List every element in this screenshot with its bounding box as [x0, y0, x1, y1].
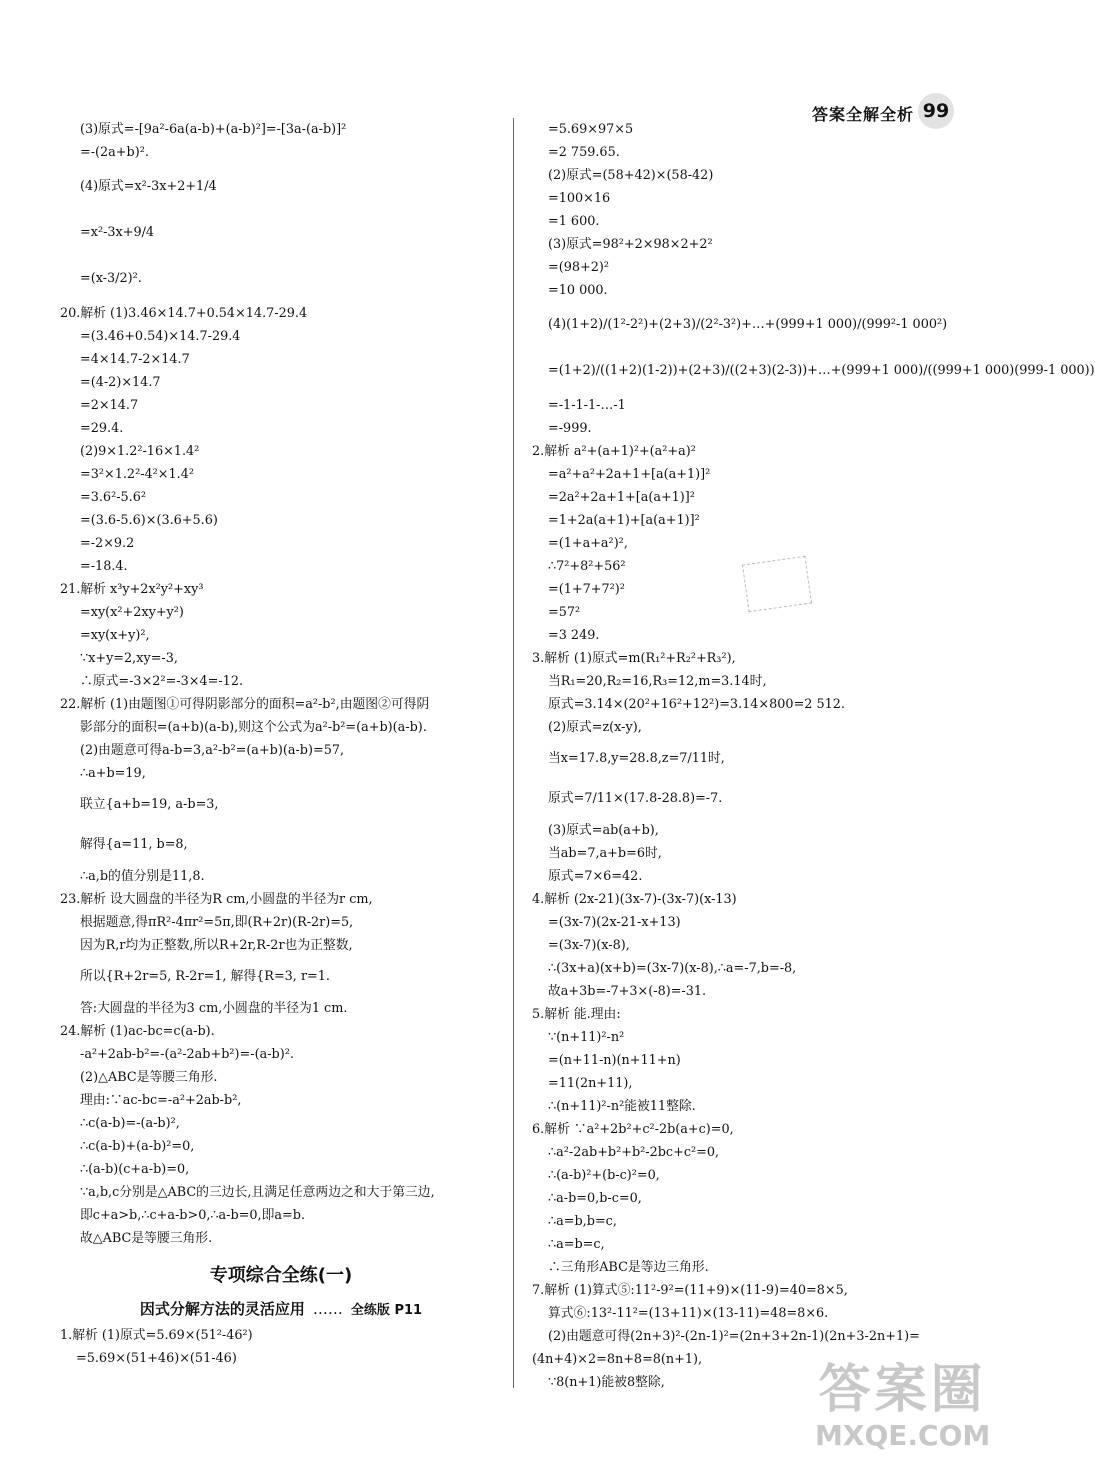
- text-line: =(1+a+a²)²,: [548, 536, 628, 551]
- text-line: 根据题意,得πR²-4πr²=5π,即(R+2r)(R-2r)=5,: [80, 915, 354, 930]
- text-line: 即c+a>b,∴c+a-b>0,∴a-b=0,即a=b.: [80, 1208, 306, 1223]
- text-line: 原式=7/11×(17.8-28.8)=-7.: [548, 791, 723, 806]
- text-line: 24.解析 (1)ac-bc=c(a-b).: [60, 1024, 215, 1039]
- text-line: 23.解析 设大圆盘的半径为R cm,小圆盘的半径为r cm,: [60, 892, 373, 907]
- text-line: =(n+11-n)(n+11+n): [548, 1053, 681, 1068]
- text-line: ∴(n+11)²-n²能被11整除.: [548, 1099, 696, 1114]
- watermark-url: MXQE.COM: [815, 1419, 991, 1452]
- text-line: (2)由题意可得(2n+3)²-(2n-1)²=(2n+3+2n-1)(2n+3-2n+1)=: [548, 1329, 920, 1344]
- text-line: 理由:∵ac-bc=-a²+2ab-b²,: [80, 1093, 242, 1108]
- text-line: ∵(n+11)²-n²: [548, 1030, 625, 1045]
- text-line: 解得{a=11, b=8,: [80, 837, 188, 852]
- text-line: ∴三角形ABC是等边三角形.: [548, 1260, 709, 1275]
- text-line: (3)原式=-[9a²-6a(a-b)+(a-b)²]=-[3a-(a-b)]²: [80, 122, 347, 137]
- text-line: ∴(a-b)(c+a-b)=0,: [80, 1162, 190, 1177]
- text-line: =(3x-7)(2x-21-x+13): [548, 915, 681, 930]
- text-line: 20.解析 (1)3.46×14.7+0.54×14.7-29.4: [60, 306, 308, 321]
- column-divider: [513, 118, 514, 1388]
- text-line: (2)由题意可得a-b=3,a²-b²=(a+b)(a-b)=57,: [80, 743, 345, 758]
- text-line: =57²: [548, 605, 581, 620]
- text-line: =29.4.: [80, 421, 124, 436]
- text-line: =10 000.: [548, 283, 608, 298]
- text-line: (4)原式=x²-3x+2+1/4: [80, 179, 217, 194]
- text-line: ∴原式=-3×2²=-3×4=-12.: [80, 674, 244, 689]
- text-line: ∵a,b,c分别是△ABC的三边长,且满足任意两边之和大于第三边,: [80, 1185, 435, 1200]
- text-line: ∴(3x+a)(x+b)=(3x-7)(x-8),∴a=-7,b=-8,: [548, 961, 797, 976]
- text-line: =2 759.65.: [548, 145, 620, 160]
- page-number: 99: [918, 93, 954, 129]
- text-line: =xy(x+y)²,: [80, 628, 150, 643]
- text-line: =xy(x²+2xy+y²): [80, 605, 184, 620]
- text-line: ∴c(a-b)+(a-b)²=0,: [80, 1139, 195, 1154]
- text-line: =-1-1-1-…-1: [548, 398, 626, 413]
- text-line: 故a+3b=-7+3×(-8)=-31.: [548, 984, 707, 999]
- text-line: =5.69×97×5: [548, 122, 634, 137]
- text-line: (2)原式=z(x-y),: [548, 720, 642, 735]
- text-line: =3²×1.2²-4²×1.4²: [80, 467, 194, 482]
- text-line: =a²+a²+2a+1+[a(a+1)]²: [548, 467, 711, 482]
- text-line: (2)△ABC是等腰三角形.: [80, 1070, 218, 1085]
- text-line: 联立{a+b=19, a-b=3,: [80, 797, 219, 812]
- text-line: 故△ABC是等腰三角形.: [80, 1231, 213, 1246]
- text-line: 答:大圆盘的半径为3 cm,小圆盘的半径为1 cm.: [80, 1001, 348, 1016]
- text-line: (4)(1+2)/(1²-2²)+(2+3)/(2²-3²)+…+(999+1 000)/(999²-1 000²): [548, 317, 948, 332]
- text-line: ∴a=b,b=c,: [548, 1214, 617, 1229]
- text-line: 3.解析 (1)原式=m(R₁²+R₂²+R₃²),: [532, 651, 736, 666]
- text-line: =1+2a(a+1)+[a(a+1)]²: [548, 513, 700, 528]
- text-line: -a²+2ab-b²=-(a²-2ab+b²)=-(a-b)².: [80, 1047, 294, 1062]
- text-line: 原式=3.14×(20²+16²+12²)=3.14×800=2 512.: [548, 697, 845, 712]
- text-line: 22.解析 (1)由题图①可得阴影部分的面积=a²-b²,由题图②可得阴: [60, 697, 430, 712]
- text-line: =5.69×(51+46)×(51-46): [76, 1351, 237, 1366]
- text-line: ∴c(a-b)=-(a-b)²,: [80, 1116, 180, 1131]
- text-line: =-(2a+b)².: [80, 145, 149, 160]
- text-line: ∴(a-b)²+(b-c)²=0,: [548, 1168, 660, 1183]
- text-line: 当x=17.8,y=28.8,z=7/11时,: [548, 751, 725, 766]
- text-line: =-2×9.2: [80, 536, 135, 551]
- text-line: ∴7²+8²+56²: [548, 559, 626, 574]
- text-line: =(3.6-5.6)×(3.6+5.6): [80, 513, 218, 528]
- text-line: =(1+2)/((1+2)(1-2))+(2+3)/((2+3)(2-3))+…+(999+1 000)/((999+1 000)(999-1 000)): [548, 363, 1095, 378]
- header-title: 答案全解全析: [812, 105, 915, 124]
- text-line: 所以{R+2r=5, R-2r=1, 解得{R=3, r=1.: [80, 969, 330, 984]
- text-line: 1.解析 (1)原式=5.69×(51²-46²): [60, 1328, 253, 1343]
- text-line: =11(2n+11),: [548, 1076, 633, 1091]
- text-line: =2a²+2a+1+[a(a+1)]²: [548, 490, 695, 505]
- text-line: ∵x+y=2,xy=-3,: [80, 651, 178, 666]
- text-line: =(x-3/2)².: [80, 271, 142, 286]
- text-line: =-999.: [548, 421, 592, 436]
- text-line: 算式⑥:13²-11²=(13+11)×(13-11)=48=8×6.: [548, 1306, 829, 1321]
- section-reference: 全练版 P11: [350, 1303, 423, 1318]
- text-line: =(3x-7)(x-8),: [548, 938, 630, 953]
- watermark-logo: 答案圈: [818, 1360, 987, 1420]
- text-line: =-18.4.: [80, 559, 128, 574]
- text-line: ∴a²-2ab+b²+b²-2bc+c²=0,: [548, 1145, 720, 1160]
- text-line: 7.解析 (1)算式⑤:11²-9²=(11+9)×(11-9)=40=8×5,: [532, 1283, 848, 1298]
- text-line: 5.解析 能.理由:: [532, 1007, 621, 1022]
- text-line: (3)原式=98²+2×98×2+2²: [548, 237, 713, 252]
- text-line: =2×14.7: [80, 398, 139, 413]
- text-line: ∴a+b=19,: [80, 766, 146, 781]
- text-line: 4.解析 (2x-21)(3x-7)-(3x-7)(x-13): [532, 892, 737, 907]
- text-line: 6.解析 ∵a²+2b²+c²-2b(a+c)=0,: [532, 1122, 734, 1137]
- text-line: 2.解析 a²+(a+1)²+(a²+a)²: [532, 444, 696, 459]
- text-line: (4n+4)×2=8n+8=8(n+1),: [532, 1352, 703, 1367]
- text-line: =x²-3x+9/4: [80, 225, 155, 240]
- text-line: ∵8(n+1)能被8整除,: [548, 1375, 665, 1390]
- text-line: 因为R,r均为正整数,所以R+2r,R-2r也为正整数,: [80, 938, 353, 953]
- text-line: =3 249.: [548, 628, 600, 643]
- stamp-mark: [742, 556, 812, 612]
- watermark: [815, 1360, 990, 1452]
- text-line: 当R₁=20,R₂=16,R₃=12,m=3.14时,: [548, 674, 767, 689]
- text-line: ∴a-b=0,b-c=0,: [548, 1191, 642, 1206]
- section-subtitle: [60, 1294, 502, 1324]
- text-line: =(98+2)²: [548, 260, 609, 275]
- text-line: =(3.46+0.54)×14.7-29.4: [80, 329, 241, 344]
- section-subtitle-text: 因式分解方法的灵活应用: [139, 1300, 305, 1318]
- text-line: (2)原式=(58+42)×(58-42): [548, 168, 714, 183]
- text-line: =3.6²-5.6²: [80, 490, 147, 505]
- text-line: 原式=7×6=42.: [548, 869, 643, 884]
- section-title: 专项综合全练(一): [209, 1265, 353, 1286]
- leader-dots: ……: [312, 1300, 343, 1318]
- text-line: =4×14.7-2×14.7: [80, 352, 190, 367]
- text-line: =(4-2)×14.7: [80, 375, 161, 390]
- text-line: ∴a,b的值分别是11,8.: [80, 869, 205, 884]
- text-line: =(1+7+7²)²: [548, 582, 625, 597]
- text-line: 当ab=7,a+b=6时,: [548, 846, 662, 861]
- text-line: 21.解析 x³y+2x²y²+xy³: [60, 582, 204, 597]
- left-column: [60, 118, 502, 1370]
- text-line: 影部分的面积=(a+b)(a-b),则这个公式为a²-b²=(a+b)(a-b).: [80, 720, 427, 735]
- text-line: =100×16: [548, 191, 611, 206]
- text-line: =1 600.: [548, 214, 600, 229]
- text-line: ∴a=b=c,: [548, 1237, 605, 1252]
- text-line: (2)9×1.2²-16×1.4²: [80, 444, 200, 459]
- text-line: (3)原式=ab(a+b),: [548, 823, 659, 838]
